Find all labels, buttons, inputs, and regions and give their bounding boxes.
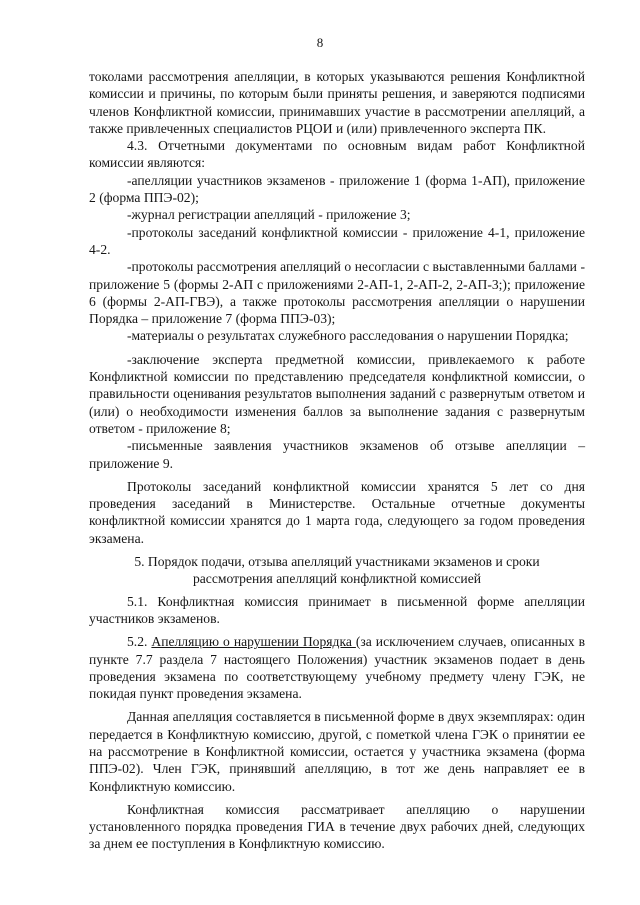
section-heading-line: рассмотрения апелляций конфликтной комиссией bbox=[192, 571, 482, 587]
paragraph: 5.1. Конфликтная комиссия принимает в письменной форме апелляции участников экзаменов. bbox=[89, 593, 585, 626]
document-body bbox=[89, 68, 585, 853]
page-number: 8 bbox=[316, 35, 324, 50]
paragraph: 4.3. Отчетными документами по основным видам работ Конфликтной комиссии являются: bbox=[89, 138, 585, 171]
paragraph bbox=[89, 633, 585, 702]
clause-number: 5.2. bbox=[127, 634, 152, 650]
paragraph: токолами рассмотрения апелляции, в которых указываются решения Конфликтной комиссии и причины, по которым были приняты решения, и заверяются подписями членов Конфликтной комиссии, принимавших участие в рассмотрении апелляций, а также привлеченных специалистов РЦОИ и (или) привлеченного эксперта ПК. bbox=[89, 69, 585, 136]
list-item: -материалы о результатах служебного расследования о нарушении Порядка; bbox=[127, 328, 569, 344]
list-item: -протоколы заседаний конфликтной комиссии - приложение 4-1, приложение 4-2. bbox=[89, 224, 585, 257]
list-item: -протоколы рассмотрения апелляций о несогласии с выставленными баллами - приложение 5 (формы 2-АП с приложениями 2-АП-1, 2-АП-2, 2-АП-3;); приложение 6 (формы 2-АП-ГВЭ), а также протоколы рассмотрения апелляции о нарушении Порядка – приложение 7 (форма ППЭ-03); bbox=[89, 259, 585, 327]
paragraph: Конфликтная комиссия рассматривает апелляцию о нарушении установленного порядка проведения ГИА в течение двух рабочих дней, следующих за днем ее поступления в Конфликтную комиссию. bbox=[89, 801, 585, 852]
section-heading bbox=[89, 553, 585, 588]
paragraph-text: (за исключением случаев, описанных в пункте 7.7 раздела 7 настоящего Положения) участник экзаменов подает в день проведения экзамена по соответствующему учебному предмету члену ГЭК, не покидая пункт проведения экзамена. bbox=[89, 634, 585, 702]
paragraph: Данная апелляция составляется в письменной форме в двух экземплярах: один передается в Конфликтную комиссию, другой, с пометкой члена ГЭК о принятии ее на рассмотрение в Конфликтной комиссии, остается у участника экзамена (форма ППЭ-02). Член ГЭК, принявший апелляцию, в тот же день направляет ее в Конфликтную комиссию. bbox=[89, 709, 585, 794]
list-item: -письменные заявления участников экзаменов об отзыве апелляции – приложение 9. bbox=[89, 438, 585, 471]
list-item: -апелляции участников экзаменов - приложение 1 (форма 1-АП), приложение 2 (форма ППЭ-02); bbox=[89, 172, 585, 206]
paragraph: Протоколы заседаний конфликтной комиссии хранятся 5 лет со дня проведения заседаний в Министерстве. Остальные отчетные документы конфликтной комиссии хранятся до 1 марта года, следующего за годом проведения экзамена. bbox=[89, 478, 585, 546]
section-heading-line: 5. Порядок подачи, отзыва апелляций участниками экзаменов и сроки bbox=[134, 554, 540, 570]
underlined-phrase: Апелляцию о нарушении Порядка bbox=[151, 634, 356, 650]
list-item: -заключение эксперта предметной комиссии, привлекаемого к работе Конфликтной комиссии по представлению председателя конфликтной комиссии, о правильности оценивания результатов выполнения заданий с развернутым ответом и (или) о необходимости изменения баллов за выполнение задания с развернутым ответом - приложение 8; bbox=[89, 351, 585, 436]
list-item: -журнал регистрации апелляций - приложение 3; bbox=[127, 207, 411, 223]
